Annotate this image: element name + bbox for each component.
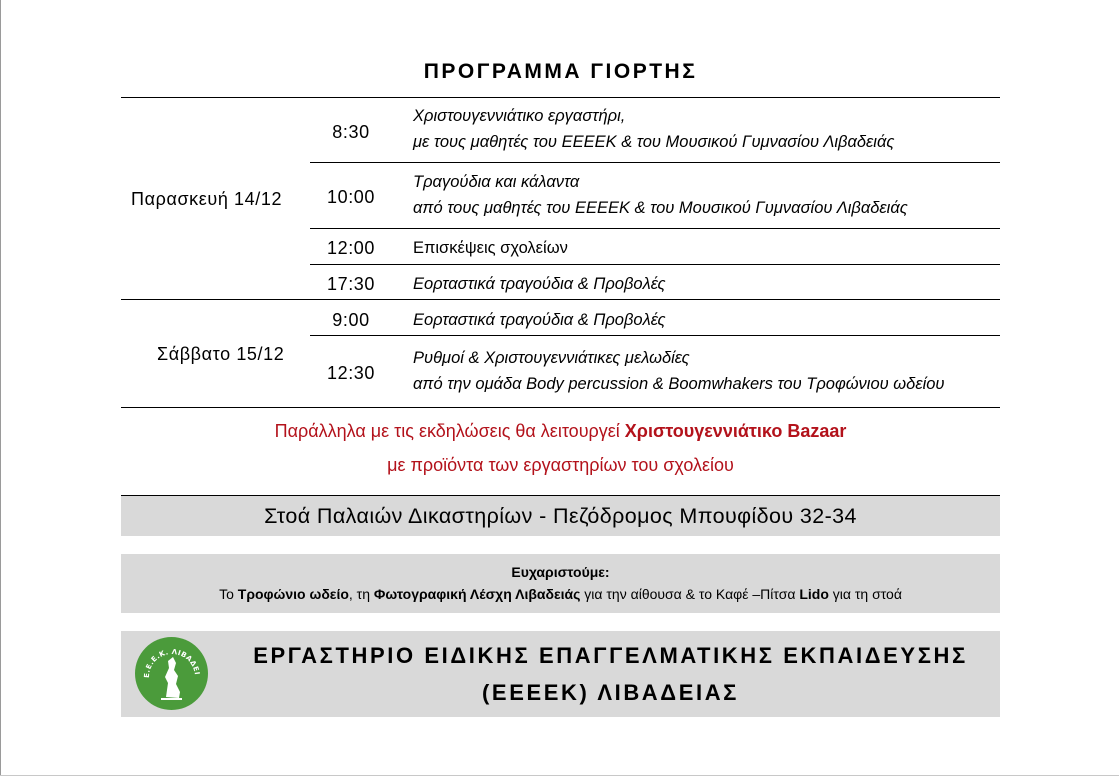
school-logo xyxy=(135,637,208,710)
event-description xyxy=(413,169,908,221)
school-logo-icon xyxy=(135,637,208,710)
row-divider xyxy=(310,228,1000,229)
bazaar-name: Χριστουγεννιάτικο Bazaar xyxy=(624,421,847,441)
schedule-top-rule xyxy=(121,97,1000,98)
event-title: Τραγούδια και κάλαντα xyxy=(413,173,580,191)
school-name-line-2: (ΕΕΕΕΚ) ΛΙΒΑΔΕΙΑΣ xyxy=(482,680,739,705)
event-description xyxy=(413,307,666,333)
event-time: 9:00 xyxy=(332,310,370,330)
row-divider xyxy=(310,335,1000,336)
venue-address: Στοά Παλαιών Δικαστηρίων - Πεζόδρομος Μπουφίδου 32-34 xyxy=(121,496,1000,536)
event-title: Εορταστικά τραγούδια & Προβολές xyxy=(413,311,666,329)
event-subtitle: από την ομάδα Body percussion & Boomwhakers του Τροφώνιου ωδείου xyxy=(413,375,945,393)
event-title: Επισκέψεις σχολείων xyxy=(413,239,568,257)
event-time: 12:30 xyxy=(326,363,376,383)
event-subtitle: με τους μαθητές του ΕΕΕΕΚ & του Μουσικού Γυμνασίου Λιβαδειάς xyxy=(413,133,895,151)
event-time: 10:00 xyxy=(326,187,376,207)
event-time: 12:00 xyxy=(326,238,376,258)
thanks-text: Το Τροφώνιο ωδείο, τη Φωτογραφική Λέσχη Λιβαδειάς για την αίθουσα & το Καφέ –Πίτσα Lido για τη στοά xyxy=(219,586,902,602)
event-description xyxy=(413,103,894,155)
event-title: Ρυθμοί & Χριστουγεννιάτικες μελωδίες xyxy=(413,349,690,367)
event-description xyxy=(413,235,568,261)
school-name-line-1: ΕΡΓΑΣΤΗΡΙΟ ΕΙΔΙΚΗΣ ΕΠΑΓΓΕΛΜΑΤΙΚΗΣ ΕΚΠΑΙΔΕΥΣΗΣ xyxy=(253,643,968,668)
thanks-box xyxy=(121,554,1000,613)
bazaar-line-1: Παράλληλα με τις εκδηλώσεις θα λειτουργεί Χριστουγεννιάτικο Bazaar xyxy=(274,421,847,441)
page-left-border xyxy=(0,0,1,776)
day-label-saturday: Σάββατο 15/12 xyxy=(157,344,285,364)
event-description xyxy=(413,271,666,297)
schedule-bottom-rule xyxy=(121,407,1000,408)
row-divider xyxy=(310,162,1000,163)
thanks-heading: Ευχαριστούμε: xyxy=(511,564,610,580)
day-divider xyxy=(121,299,1000,300)
event-time: 8:30 xyxy=(332,122,370,142)
school-footer xyxy=(121,631,1000,717)
logo-text: Ε.Ε.Ε.Κ. ΛΙΒΑΔΕΙ xyxy=(142,647,201,679)
page-title: ΠΡΟΓΡΑΜΜΑ ΓΙΟΡΤΗΣ xyxy=(423,60,698,83)
row-divider xyxy=(310,264,1000,265)
event-description xyxy=(413,345,945,397)
event-subtitle: από τους μαθητές του ΕΕΕΕΚ & του Μουσικού Γυμνασίου Λιβαδειάς xyxy=(413,199,908,217)
bazaar-line-2: με προϊόντα των εργαστηρίων του σχολείου xyxy=(387,455,734,475)
bazaar-notice xyxy=(121,414,1000,482)
day-label-friday: Παρασκευή 14/12 xyxy=(131,189,283,209)
event-time: 17:30 xyxy=(326,274,376,294)
event-title: Εορταστικά τραγούδια & Προβολές xyxy=(413,275,666,293)
event-title: Χριστουγεννιάτικο εργαστήρι, xyxy=(413,107,626,125)
